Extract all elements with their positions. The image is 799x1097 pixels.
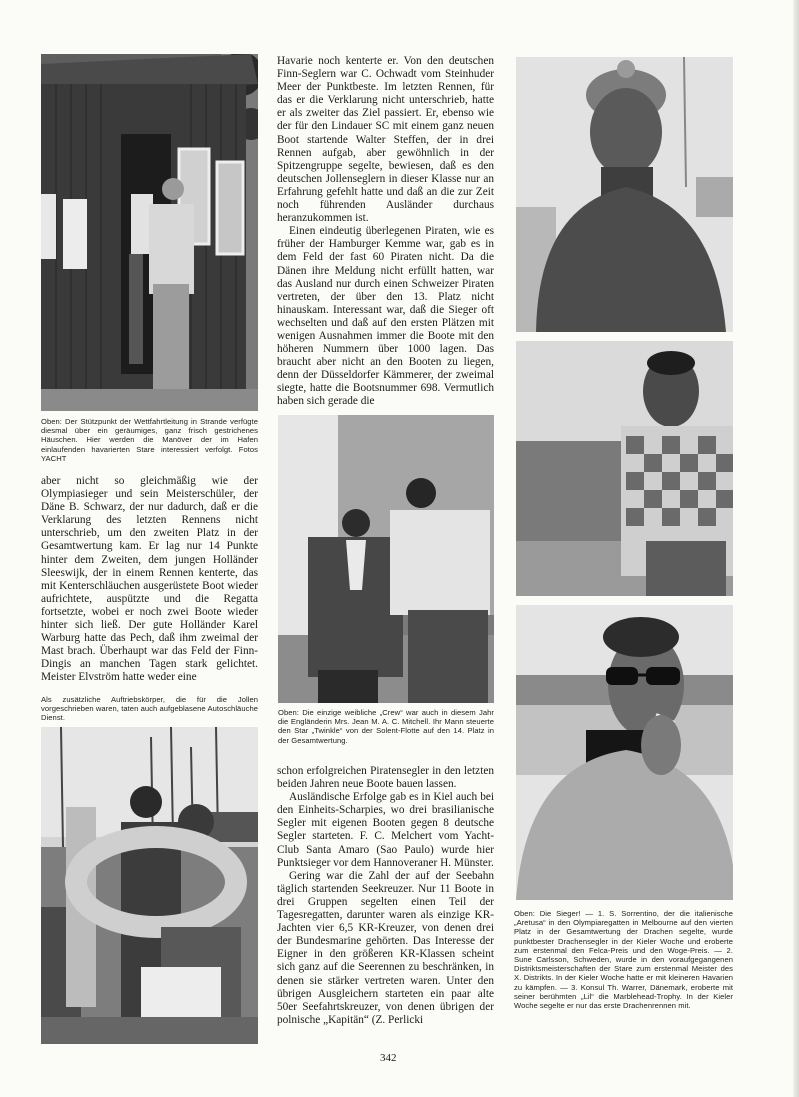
- pair-caption: Oben: Die einzige weibliche „Crew“ war auch in diesem Jahr die Engländerin Mrs. Jean M. A. C. Mitchell. Ihr Mann steuerte den Star „Twinkle“ von der Solent-Flotte auf den 14. Platz in der Gesamtwertung.: [278, 708, 494, 745]
- paragraph: Gering war die Zahl der auf der Seebahn täglich startenden Seekreuzer. Nur 11 Boote in drei Gruppen segelten einen Teil der Tagesregatten, darunter waren als einzige KR-Jachten vier 6,5 KR-Kreuzer, von denen drei der Bundesmarine gehörten. Das Interesse der Eigner in den größeren KR-Klassen scheint sich ganz auf die Seerennen zu beschränken, in denen sie stärker vertreten waren. Unter den übrigen Ausgleichern starteten ein paar alte 50er Seefahrtskreuzer, von denen übrigen der polnische „Kapitän“ (Z. Perlicki: [277, 869, 494, 1026]
- paragraph: schon erfolgreichen Piratensegler in den letzten beiden Jahren neue Boote bauen lassen.: [277, 765, 494, 791]
- page-edge: [793, 0, 799, 1097]
- sunglasses-photo: [516, 605, 733, 900]
- pair-photo: [278, 415, 494, 703]
- paragraph: aber nicht so gleichmäßig wie der Olympiasieger und sein Meisterschüler, der Däne B. Schwarz, der nur dadurch, daß er die Verklarung des letzten Rennens nicht unterschrieb, um den zweiten Platz in der Gesamtwertung kam. Er lag nur 14 Punkte hinter dem Zweiten, dem jungen Holländer Sleeswijk, der in einem Rennen kenterte, das mit Kenterschläuchen ausgerüstete Boot wieder aufrichtete, auspützte und die Regatta fortsetzte, wobei er noch zwei Boote wieder hinter sich ließ. Der gute Holländer Karel Warburg hatte das Pech, daß ihm zweimal der Mast brach. Überhaupt war das Feld der Finn-Dingis an manchen Tagen stark gelichtet. Meister Elvström hatte weder eine: [41, 475, 258, 684]
- float-photo: [41, 727, 258, 1044]
- checked-shirt-photo: [516, 341, 733, 596]
- paragraph: Ausländische Erfolge gab es in Kiel auch bei den Einheits-Scharpies, wo drei brasilianische Segler mit eigenen Booten gegen 8 deutsche Segler starteten. F. C. Melchert vom Yacht-Club Santa Amaro (Sao Paulo) wurde hier Punktsieger vor dem Hannoveraner H. Münster.: [277, 791, 494, 869]
- page-number: 342: [380, 1052, 397, 1064]
- beanie-photo: [516, 57, 733, 332]
- hut-photo: [41, 54, 258, 411]
- hut-caption: Oben: Der Stützpunkt der Wettfahrtleitung in Strande verfügte diesmal über ein geräumiges, ganz frisch gestrichenes Häuschen. Hier werden die Manöver der im Hafen einlaufenden havarierten Stare interessiert verfolgt. Fotos YACHT: [41, 417, 258, 463]
- text-column-left: [41, 475, 258, 685]
- float-caption: Als zusätzliche Auftriebskörper, die für die Jollen vorgeschrieben waren, taten auch aufgeblasene Autoschläuche Dienst.: [41, 695, 258, 723]
- paragraph: Havarie noch kenterte er. Von den deutschen Finn-Seglern war C. Ochwadt vom Steinhuder Meer der Punktbeste. Im letzten Rennen, für das er die Verklarung nicht unterschrieb, hatte er als zweiter das Ziel passiert. Er, ebenso wie der für den Lindauer SC mit einem ganz neuen Boot startende Walter Steffen, der in drei Rennen aufgab, aber gewöhnlich in der Spitzengruppe segelte, bewiesen, daß es den deutschen Jollenseglern in dieser Klasse nur an Erfahrung gefehlt hatte und daß an die zur Zeit noch führenden Ausländer durchaus heranzukommen ist.: [277, 55, 494, 225]
- text-column-middle-top: [277, 55, 494, 409]
- paragraph: Einen eindeutig überlegenen Piraten, wie es früher der Hamburger Kemme war, gab es in dem Feld der fast 60 Piraten nicht. Da die Dänen ihre Meldung nicht erfüllt hatten, war das Ausland nur durch einen Schweizer Piraten vertreten, der über den 13. Platz nicht hinauskam. Interessant war, daß die Sieger oft wechselten und daß auf den ersten Plätzen mit wenigen Ausnahmen immer die Boote mit den höheren Nummern über 1000 lagen. Das braucht aber nicht an den Booten zu liegen, denn der Düsseldorfer Kämmerer, der zweimal siegte, hatte die Bootsnummer 698. Vermutlich haben sich gerade die: [277, 225, 494, 408]
- winners-caption: Oben: Die Sieger! — 1. S. Sorrentino, der die italienische „Aretusa“ in den Olympiaregatten in Melbourne auf den vierten Platz in der Gesamtwertung der Drachen segelte, wurde punktbester Drachensegler in der Kieler Woche und eroberte zum erstenmal den Felca-Preis und den Woge-Preis. — 2. Sune Carlsson, Schweden, wurde in den voraufgegangenen Distriktsmeisterschaften der Stare zum erstenmal Meister des X. Distrikts. In der Kieler Woche hatte er mit kleineren Havarien zu kämpfen. — 3. Konsul Th. Warrer, Dänemark, eroberte mit seiner berühmten „Lil“ die Marblehead-Trophy. In der Kieler Woche segelte er nur das erste Drachenrennen mit.: [514, 909, 733, 1011]
- text-column-middle-bottom: [277, 765, 494, 1027]
